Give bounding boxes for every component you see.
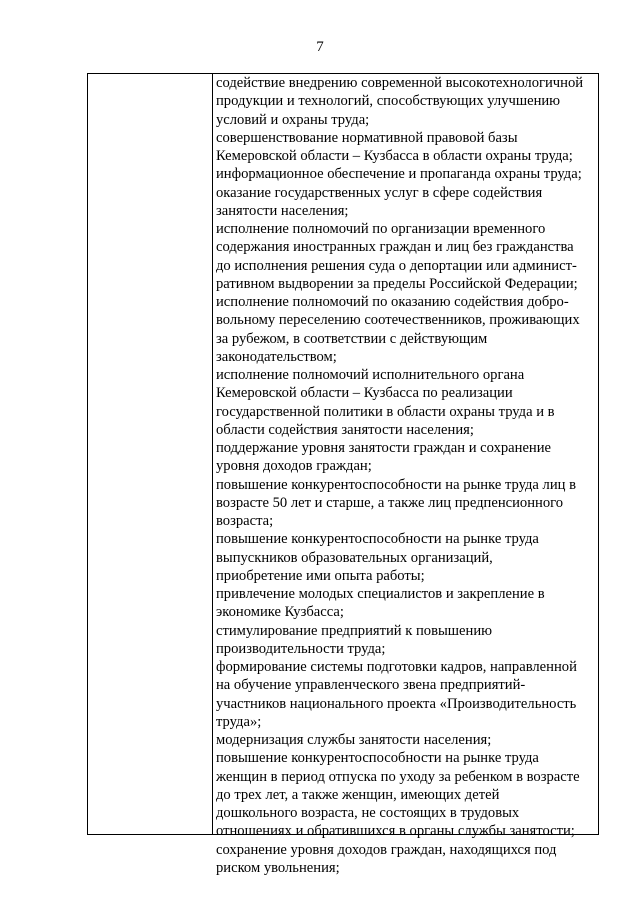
text-line: ративном выдворении за пределы Российской Федерации; — [216, 275, 578, 292]
text-line: вольному переселению соотечественников, проживающих — [216, 312, 580, 329]
page-number: 7 — [316, 39, 324, 55]
text-line: отношениях и обратившихся в органы службы занятости; — [216, 823, 575, 840]
text-line: Кемеровской области – Кузбасса в области охраны труда; — [216, 148, 573, 164]
text-line: исполнение полномочий по оказанию содействия добро- — [216, 294, 569, 310]
table-right-cell — [213, 74, 598, 876]
text-line: исполнение полномочий исполнительного органа — [216, 367, 525, 383]
text-line: женщин в период отпуска по уходу за ребенком в возрасте — [216, 768, 580, 785]
text-line: экономике Кузбасса; — [216, 604, 344, 621]
text-line: производительности труда; — [216, 640, 386, 657]
text-line: выпускников образовательных организаций, — [216, 549, 493, 566]
text-line: модернизация службы занятости населения; — [216, 732, 492, 748]
text-line: за рубежом, в соответствии с действующим — [216, 330, 488, 347]
text-line: законодательством; — [216, 348, 337, 365]
text-line: стимулирование предприятий к повышению — [216, 622, 493, 639]
text-line: исполнение полномочий по организации временного — [216, 221, 546, 237]
text-line: повышение конкурентоспособности на рынке труда — [216, 750, 539, 767]
text-line: дошкольного возраста, не состоящих в трудовых — [216, 805, 520, 821]
text-line: привлечение молодых специалистов и закрепление в — [216, 586, 545, 602]
text-line: содержания иностранных граждан и лиц без гражданства — [216, 239, 574, 256]
text-line: сохранение уровня доходов граждан, находящихся под — [216, 841, 557, 858]
text-line: продукции и технологий, способствующих улучшению — [216, 93, 561, 110]
text-line: на обучение управленческого звена предприятий- — [216, 677, 526, 694]
text-line: участников национального проекта «Производительность — [216, 695, 577, 712]
text-line: оказание государственных услуг в сфере содействия — [216, 184, 543, 201]
text-line: поддержание уровня занятости граждан и сохранение — [216, 440, 552, 456]
text-line: приобретение ими опыта работы; — [216, 567, 425, 584]
text-line: содействие внедрению современной высокотехнологичной — [216, 75, 584, 91]
table-left-cell — [88, 74, 213, 834]
text-line: до исполнения решения суда о депортации или админист- — [216, 257, 577, 274]
document-table — [87, 73, 599, 876]
text-line: уровня доходов граждан; — [216, 458, 372, 475]
text-line: Кемеровской области – Кузбасса по реализации — [216, 385, 513, 402]
text-line: занятости населения; — [216, 202, 349, 219]
text-line: повышение конкурентоспособности на рынке труда лиц в — [216, 476, 576, 493]
text-line: совершенствование нормативной правовой базы — [216, 129, 518, 146]
text-line: формирование системы подготовки кадров, направленной — [216, 659, 577, 675]
text-line: условий и охраны труда; — [216, 111, 370, 128]
text-line: возрасте 50 лет и старше, а также лиц предпенсионного — [216, 494, 564, 511]
text-line: области содействия занятости населения; — [216, 421, 474, 438]
text-line: информационное обеспечение и пропаганда охраны труда; — [216, 166, 582, 183]
text-line: труда»; — [216, 713, 262, 730]
text-line: до трех лет, а также женщин, имеющих детей — [216, 786, 500, 803]
text-line: риском увольнения; — [216, 859, 340, 876]
text-line: государственной политики в области охраны труда и в — [216, 403, 555, 420]
text-line: повышение конкурентоспособности на рынке труда — [216, 531, 539, 548]
text-line: возраста; — [216, 513, 274, 529]
